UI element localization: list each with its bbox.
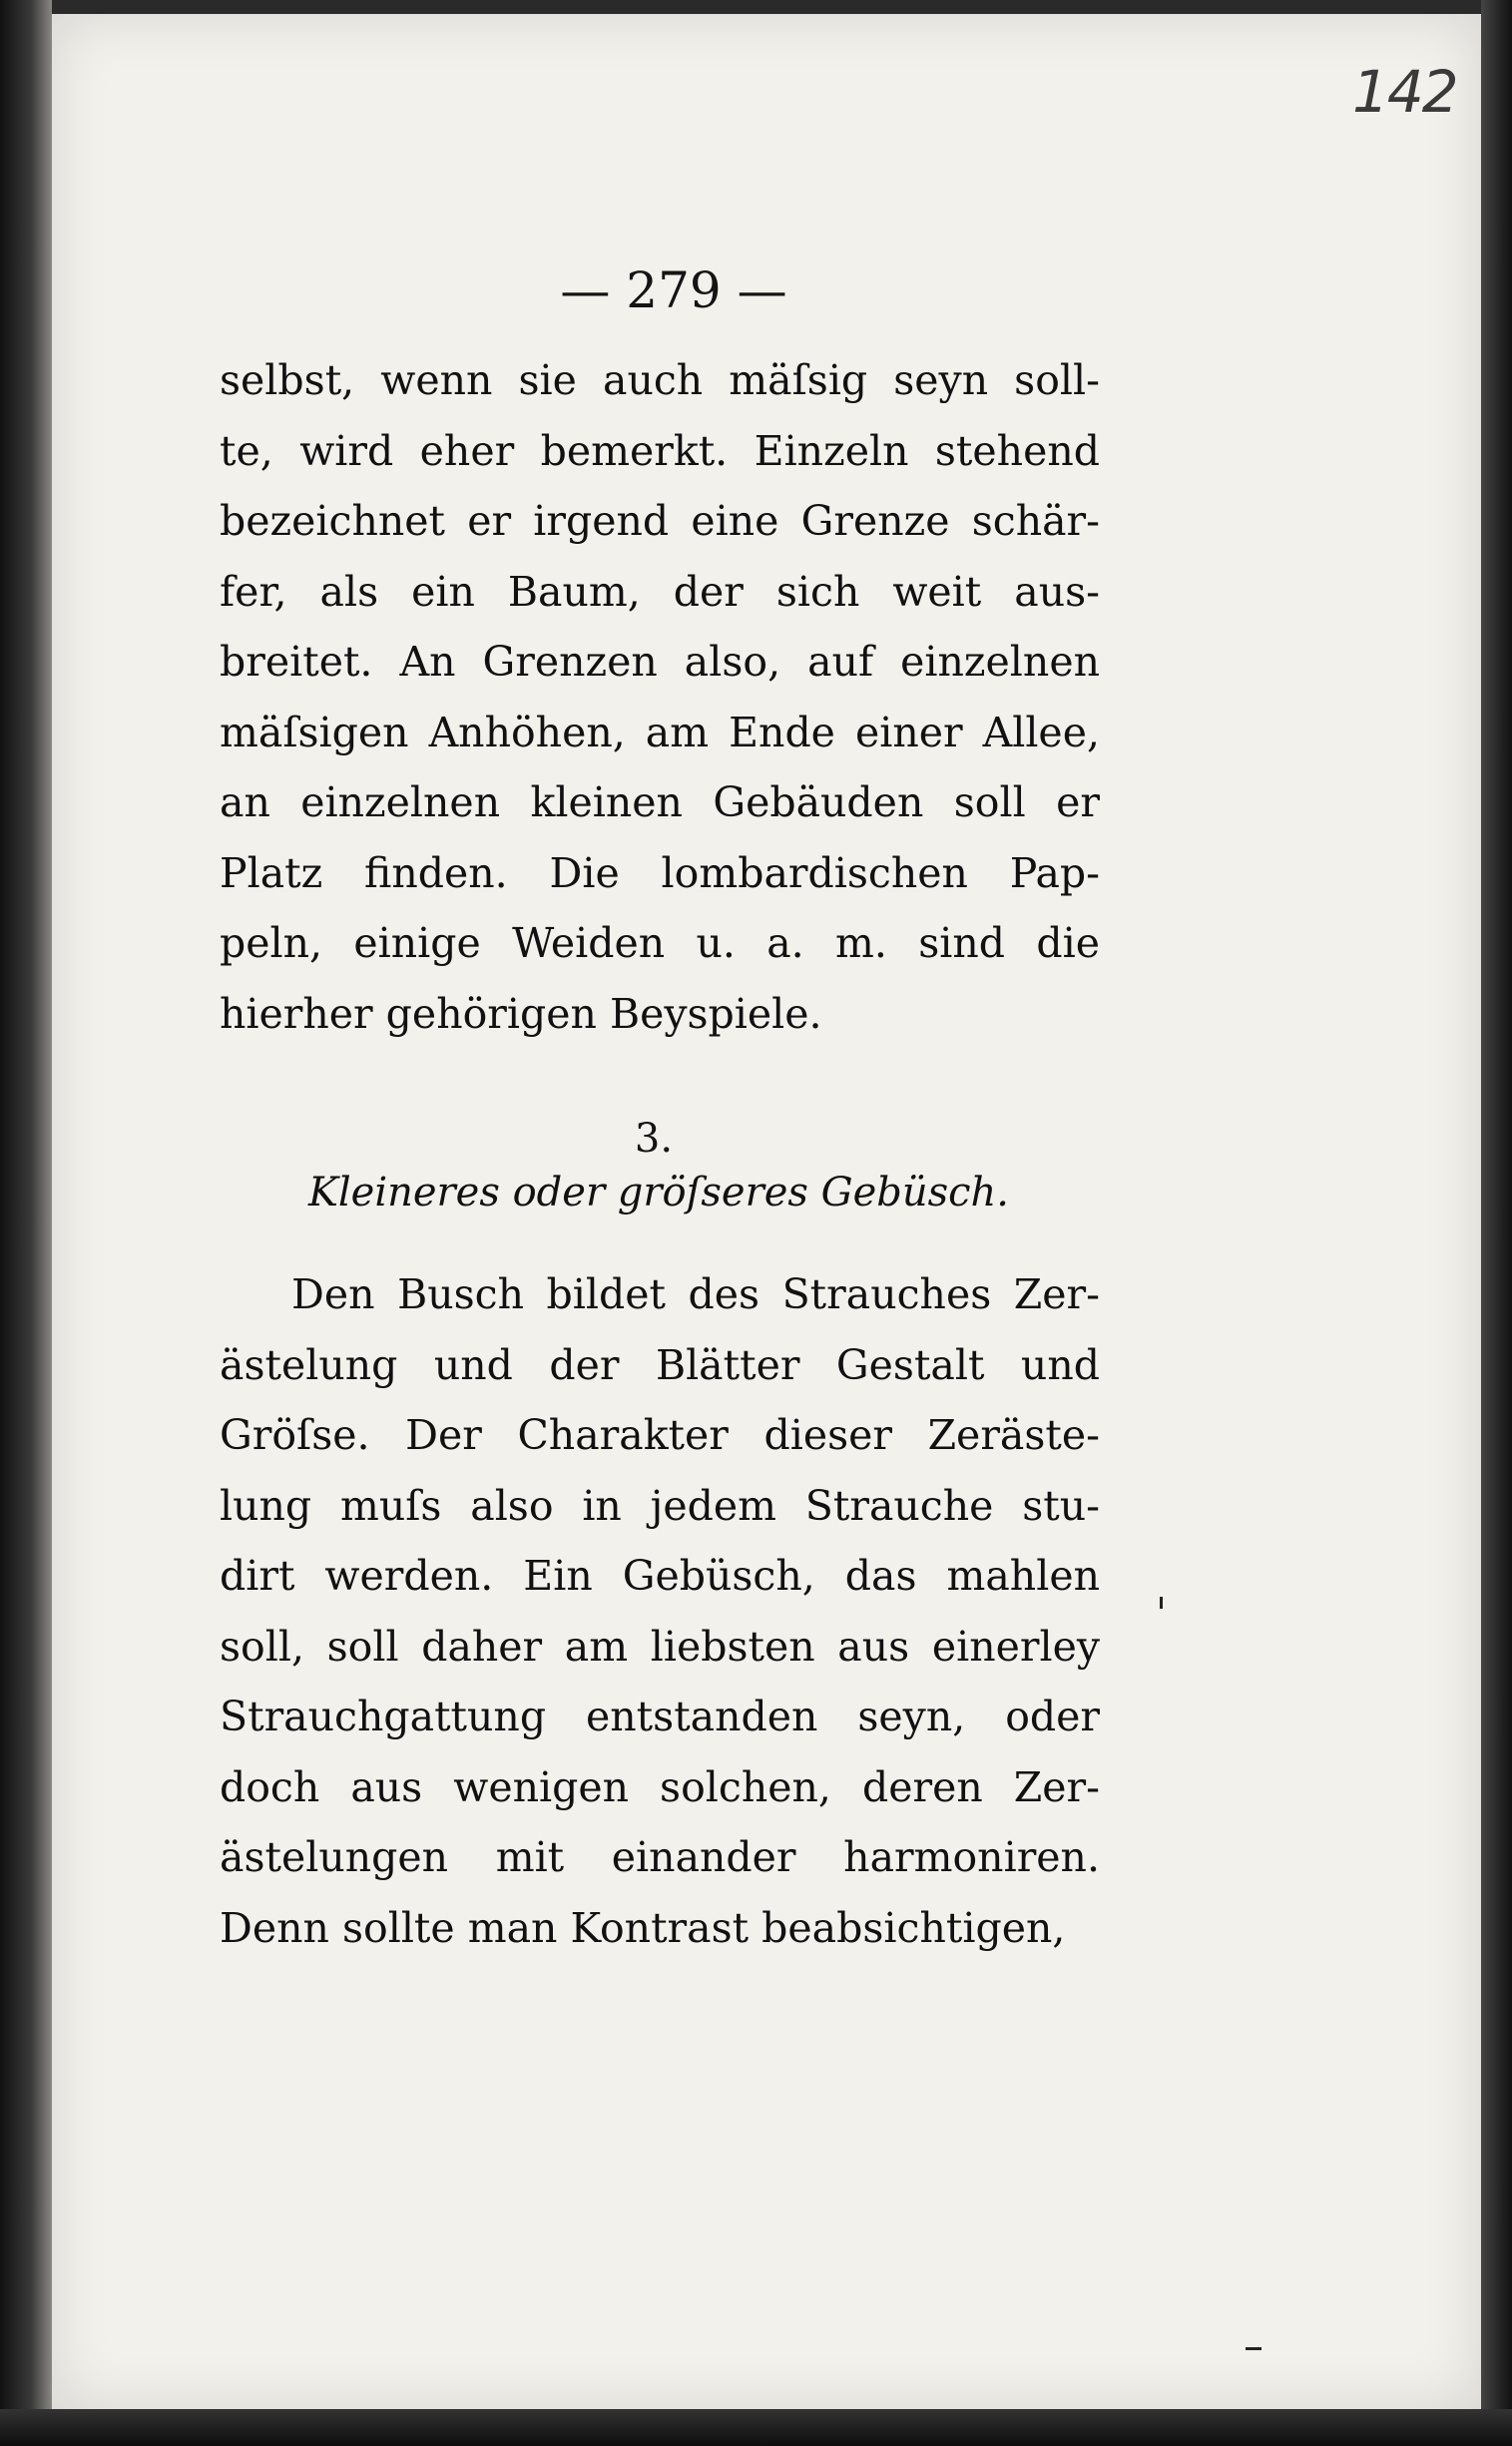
text-line: Gröſse. Der Charakter dieser Zeräste- — [220, 1411, 1100, 1459]
scan-speck — [1160, 1597, 1163, 1609]
paragraph-1 — [220, 345, 1100, 1049]
text-line: breitet. An Grenzen also, auf einzelnen — [220, 638, 1100, 686]
text-line: ästelungen mit einander harmoniren. — [220, 1833, 1100, 1881]
page-number: — 279 — — [560, 261, 787, 319]
paragraph-2 — [220, 1259, 1100, 1963]
text-line: an einzelnen kleinen Gebäuden soll er — [220, 778, 1100, 826]
text-line: Den Busch bildet des Strauches Zer- — [291, 1270, 1100, 1318]
text-line: lung muſs also in jedem Strauche stu- — [220, 1481, 1100, 1530]
page-gutter-shadow — [0, 0, 52, 2446]
text-line: doch aus wenigen solchen, deren Zer- — [220, 1762, 1100, 1811]
text-line: peln, einige Weiden u. a. m. sind die — [220, 919, 1100, 967]
scan-speck — [1246, 2347, 1261, 2350]
text-line: hierher gehörigen Beyspiele. — [220, 989, 822, 1038]
text-line: bezeichnet er irgend eine Grenze schär- — [220, 497, 1100, 545]
text-line: Strauchgattung entstanden seyn, oder — [220, 1693, 1100, 1740]
page-right-edge — [1481, 0, 1512, 2446]
text-line: dirt werden. Ein Gebüsch, das mahlen — [220, 1552, 1100, 1600]
text-line: selbst, wenn sie auch mäſsig seyn soll- — [220, 356, 1100, 404]
text-line: te, wird eher bemerkt. Einzeln stehend — [220, 426, 1100, 475]
page-bottom-edge — [0, 2409, 1512, 2446]
text-line: fer, als ein Baum, der sich weit aus- — [220, 567, 1100, 616]
text-line: ästelung und der Blätter Gestalt und — [220, 1340, 1100, 1389]
text-line: mäſsigen Anhöhen, am Ende einer Allee, — [220, 708, 1100, 756]
section-title: Kleineres oder gröſseres Gebüsch. — [307, 1170, 1010, 1216]
text-line: Platz finden. Die lombardischen Pap- — [220, 848, 1100, 897]
section-number: 3. — [634, 1116, 674, 1162]
text-line: Denn sollte man Kontrast beabsichtigen, — [220, 1903, 1066, 1952]
handwritten-folio-number: 142 — [1352, 58, 1457, 126]
text-line: soll, soll daher am liebsten aus einerley — [220, 1622, 1100, 1671]
